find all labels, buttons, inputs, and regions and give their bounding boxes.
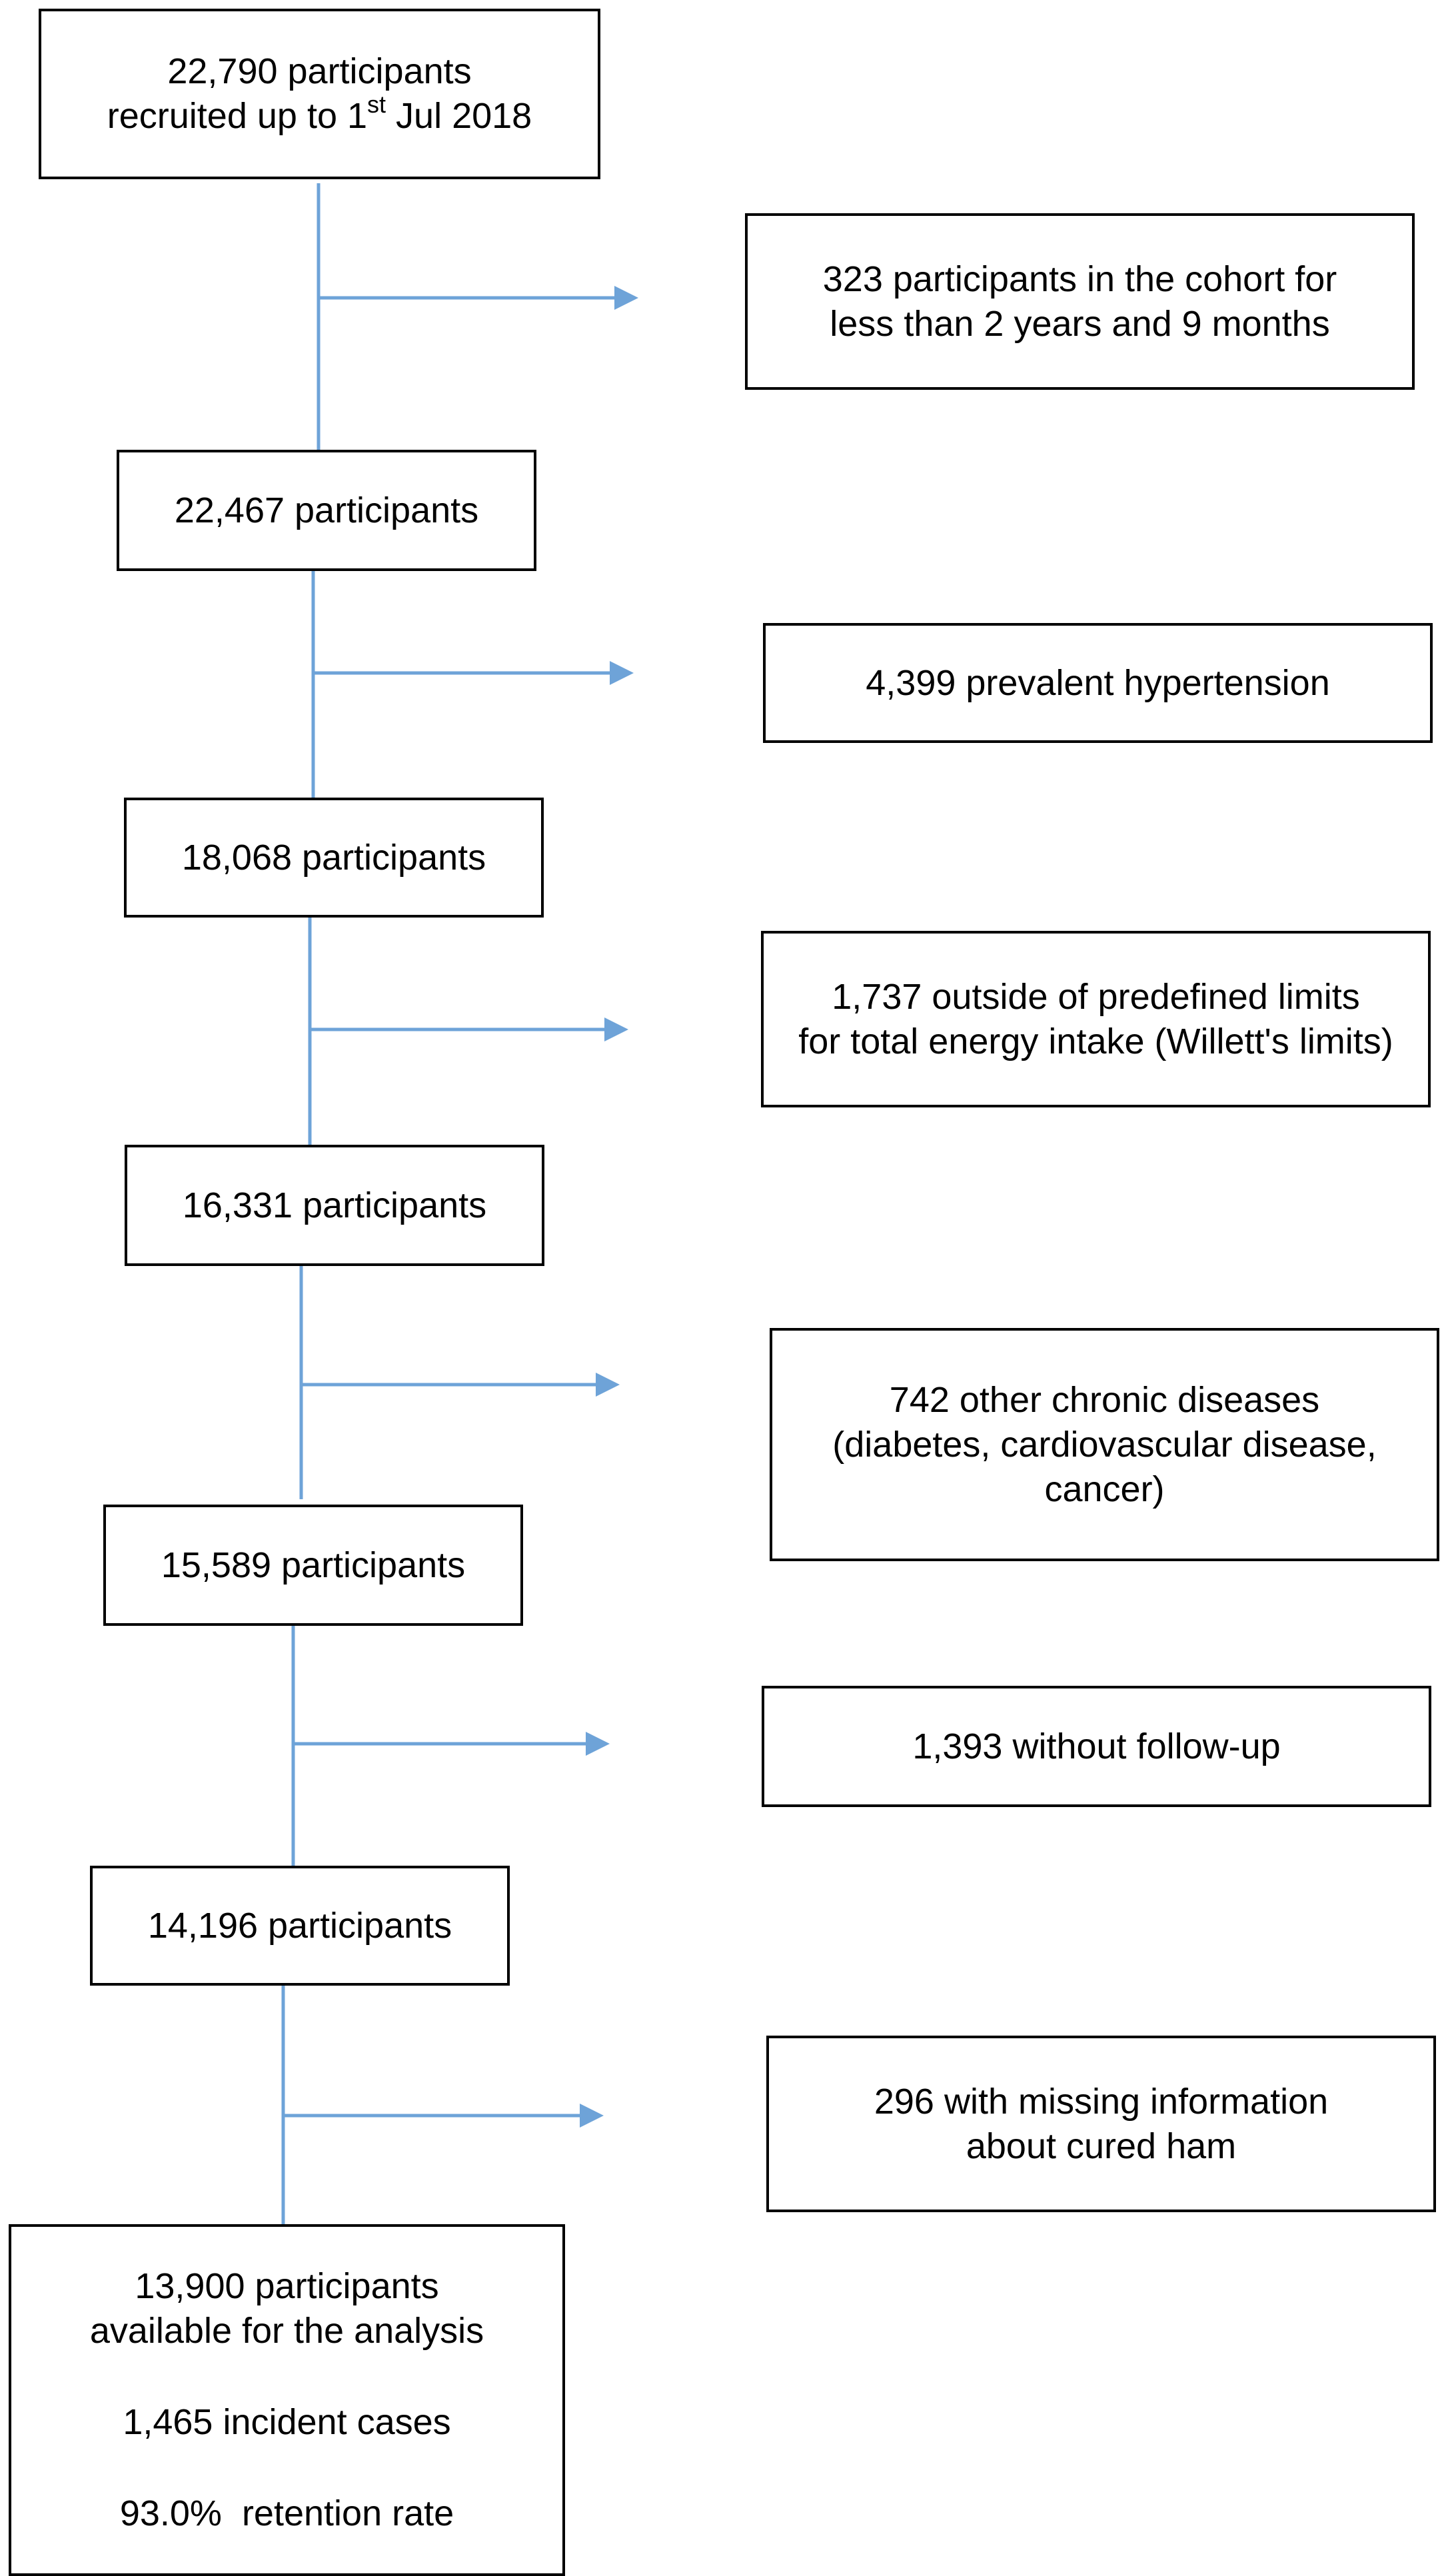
exclusion-4-line-3: cancer) <box>1044 1469 1165 1509</box>
final-retention: 93.0% retention rate <box>119 2493 454 2533</box>
exclusion-box-4 <box>770 1328 1439 1561</box>
arrowhead-1 <box>614 286 638 310</box>
exclusion-1-line-2: less than 2 years and 9 months <box>830 303 1330 344</box>
exclusion-box-2 <box>763 623 1433 743</box>
remaining-box-1 <box>117 450 536 571</box>
arrowhead-4 <box>596 1373 620 1397</box>
remaining-1-count: 22,467 participants <box>174 490 479 530</box>
remaining-box-2 <box>124 798 544 918</box>
exclusion-box-5 <box>762 1686 1431 1807</box>
final-count: 13,900 participants <box>135 2266 439 2306</box>
exclusion-6-line-1: 296 with missing information <box>874 2081 1329 2122</box>
remaining-box-4 <box>103 1505 523 1626</box>
start-box <box>39 9 600 179</box>
exclusion-3-line-2: for total energy intake (Willett's limits) <box>798 1021 1393 1061</box>
exclusion-box-1 <box>745 213 1415 390</box>
arrowhead-2 <box>610 661 634 685</box>
remaining-4-count: 15,589 participants <box>161 1545 466 1585</box>
exclusion-box-6 <box>766 2036 1436 2212</box>
remaining-box-5 <box>90 1866 510 1986</box>
remaining-3-count: 16,331 participants <box>182 1185 487 1225</box>
exclusion-3-line-1: 1,737 outside of predefined limits <box>832 976 1360 1017</box>
final-cases: 1,465 incident cases <box>123 2402 451 2442</box>
exclusion-1-line-1: 323 participants in the cohort for <box>822 259 1337 299</box>
final-box <box>9 2224 565 2576</box>
start-count: 22,790 participants <box>167 51 472 91</box>
remaining-2-count: 18,068 participants <box>181 837 486 878</box>
arrowhead-5 <box>586 1732 610 1756</box>
exclusion-5-line-1: 1,393 without follow-up <box>912 1726 1281 1766</box>
arrowhead-3 <box>604 1017 628 1041</box>
exclusion-2-line-1: 4,399 prevalent hypertension <box>866 662 1330 703</box>
exclusion-box-3 <box>761 931 1431 1107</box>
remaining-5-count: 14,196 participants <box>147 1905 452 1946</box>
exclusion-4-line-2: (diabetes, cardiovascular disease, <box>832 1424 1377 1465</box>
arrowhead-6 <box>580 2104 604 2128</box>
exclusion-6-line-2: about cured ham <box>966 2126 1237 2166</box>
remaining-box-3 <box>125 1145 544 1266</box>
final-available-label: available for the analysis <box>89 2311 484 2351</box>
exclusion-4-line-1: 742 other chronic diseases <box>889 1379 1320 1420</box>
start-recruitment-date: recruited up to 1st Jul 2018 <box>107 91 532 136</box>
